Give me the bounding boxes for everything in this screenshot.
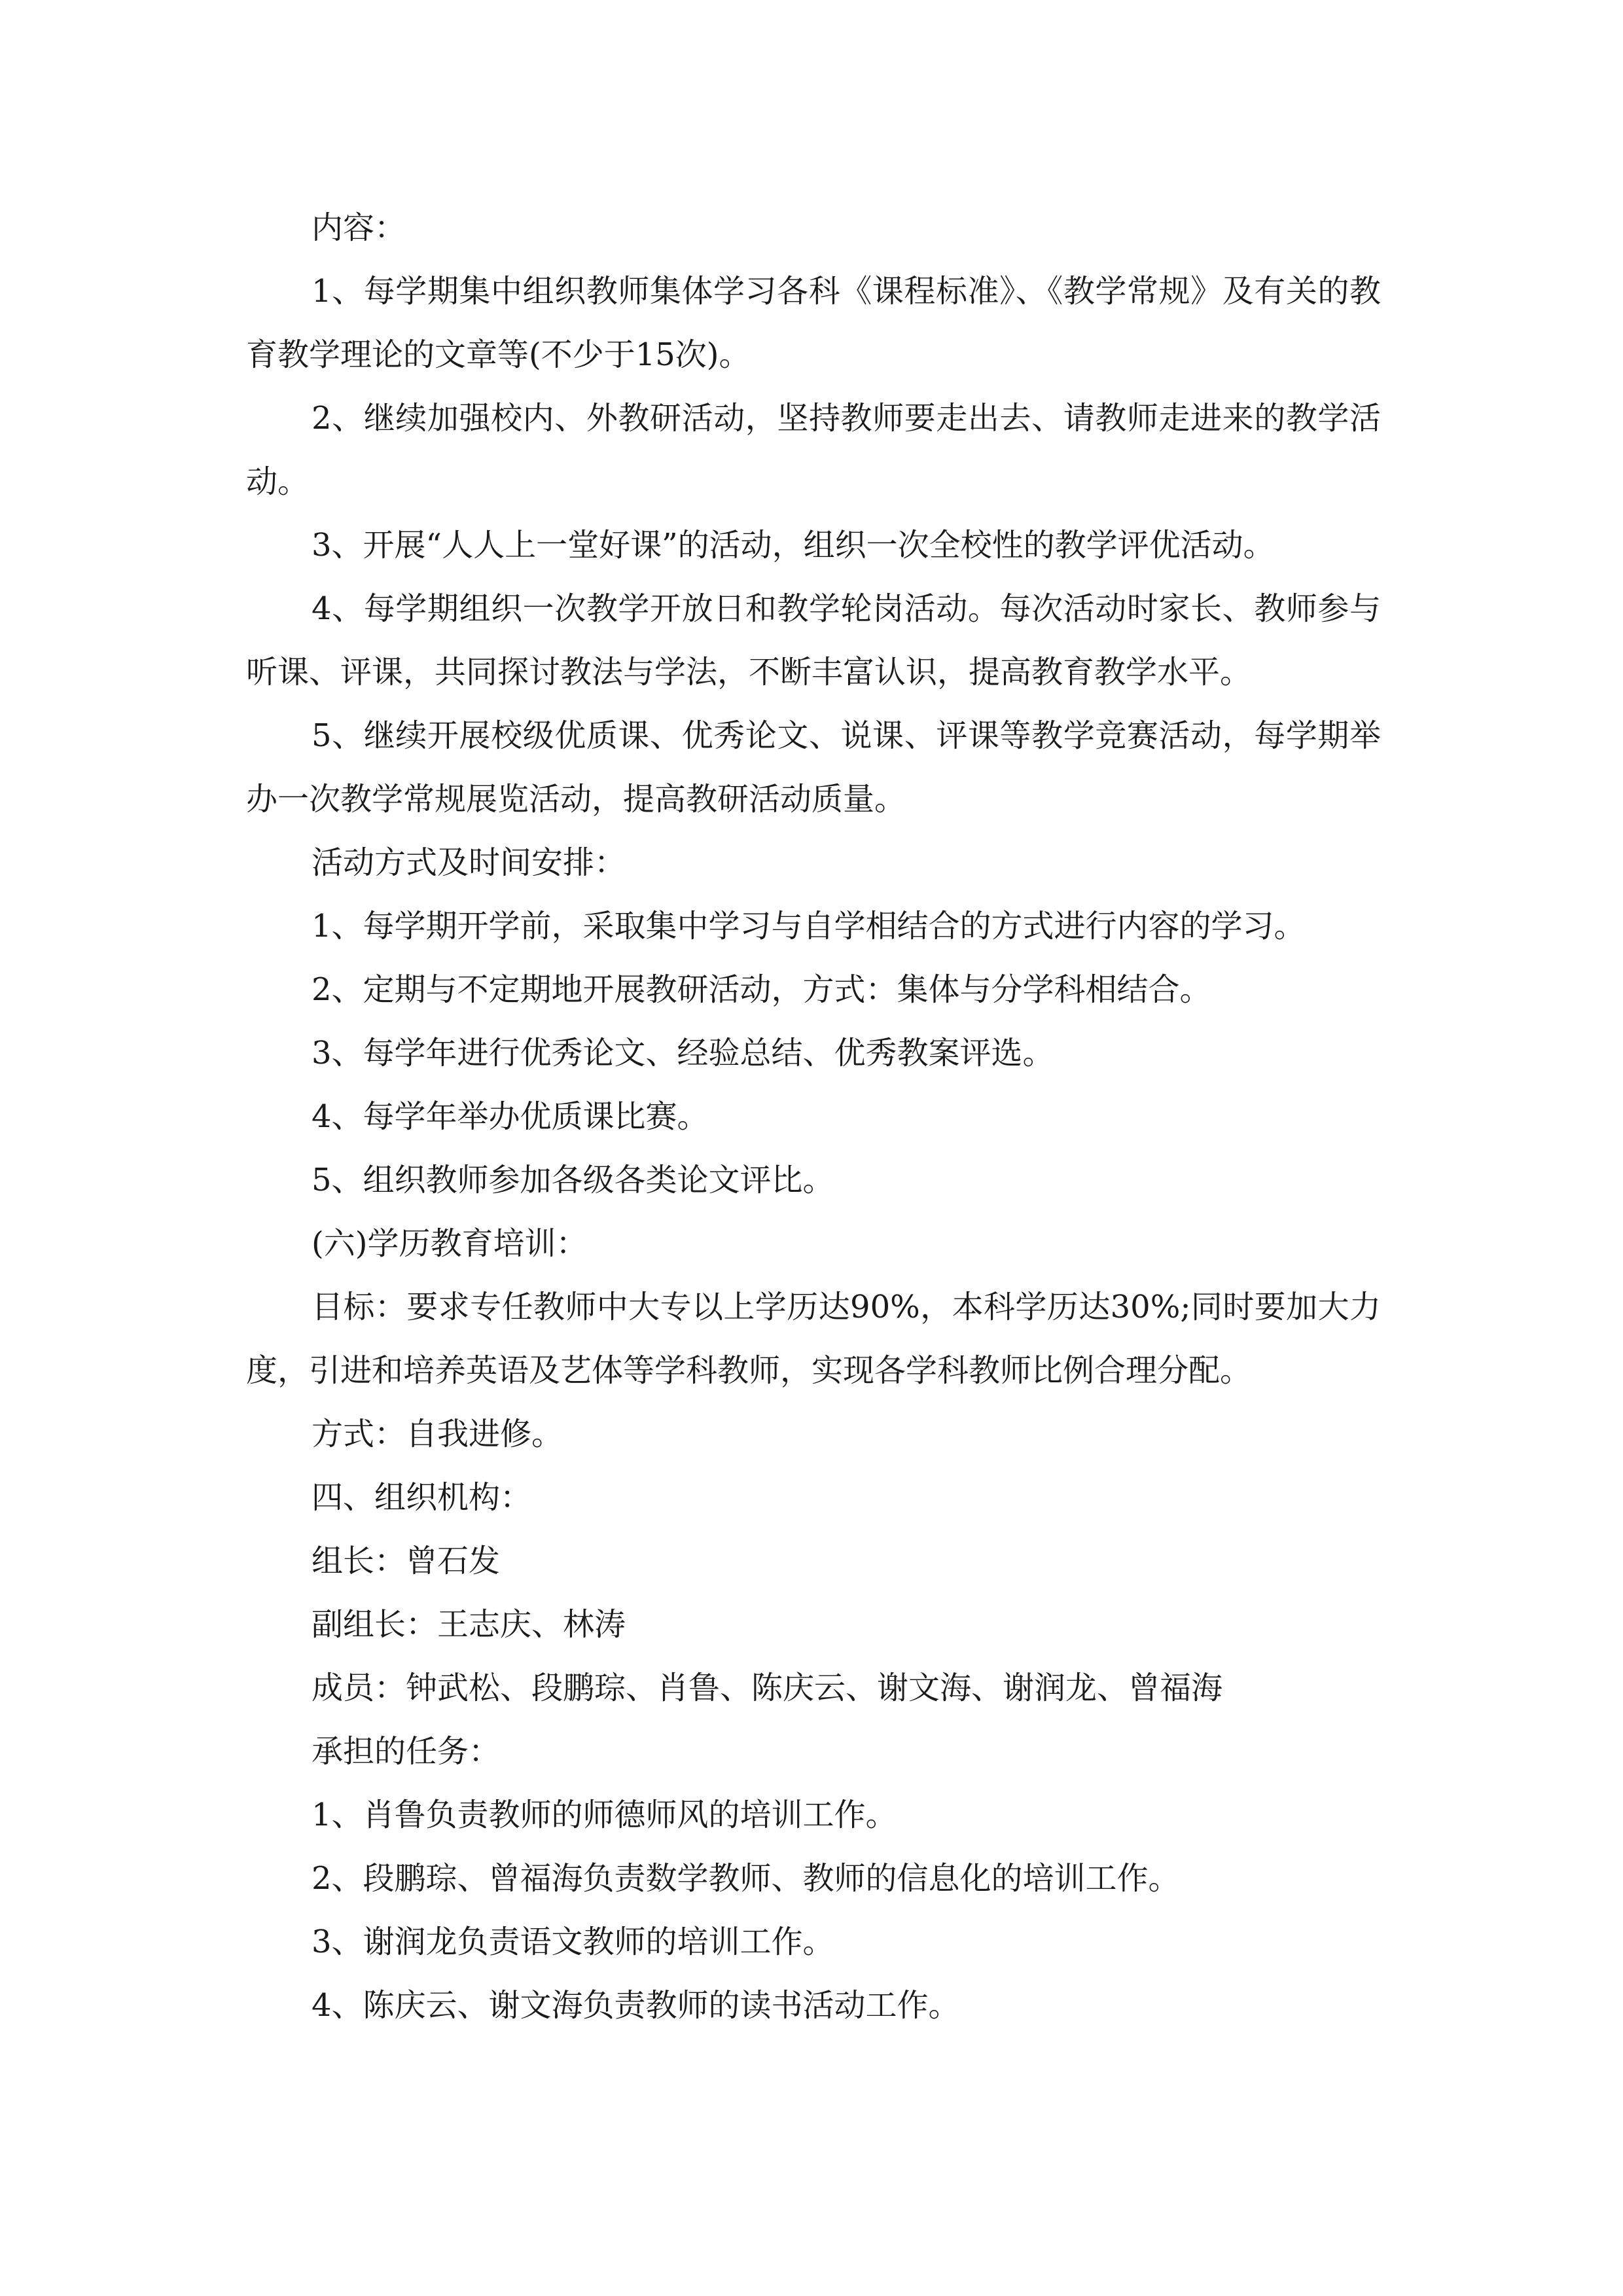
document-body [246, 196, 1381, 2037]
org-members: 成员：钟武松、段鹏琮、肖鲁、陈庆云、谢文海、谢润龙、曾福海 [312, 1670, 1223, 1706]
heading-content: 内容： [312, 209, 406, 246]
heading-organization: 四、组织机构： [312, 1479, 532, 1516]
training-goal: 目标：要求专任教师中大专以上学历达90%，本科学历达30%;同时要加大力度，引进和培养英语及艺体等学科教师，实现各学科教师比例合理分配。 [246, 1289, 1381, 1389]
schedule-item-5: 5、组织教师参加各级各类论文评比。 [312, 1162, 834, 1198]
heading-activity-schedule: 活动方式及时间安排： [312, 844, 626, 881]
task-item-3: 3、谢润龙负责语文教师的培训工作。 [312, 1924, 834, 1960]
training-method: 方式：自我进修。 [312, 1416, 563, 1452]
org-deputy-leaders: 副组长：王志庆、林涛 [312, 1606, 626, 1643]
task-item-4: 4、陈庆云、谢文海负责教师的读书活动工作。 [312, 1987, 960, 2024]
schedule-item-4: 4、每学年举办优质课比赛。 [312, 1098, 709, 1135]
content-item-5: 5、继续开展校级优质课、优秀论文、说课、评课等教学竞赛活动，每学期举办一次教学常规展览活动，提高教研活动质量。 [246, 717, 1381, 817]
content-item-2: 2、继续加强校内、外教研活动，坚持教师要走出去、请教师走进来的教学活动。 [246, 400, 1381, 500]
schedule-item-1: 1、每学期开学前，采取集中学习与自学相结合的方式进行内容的学习。 [312, 908, 1306, 944]
heading-tasks: 承担的任务： [312, 1733, 501, 1770]
schedule-item-2: 2、定期与不定期地开展教研活动，方式：集体与分学科相结合。 [312, 971, 1211, 1008]
task-item-2: 2、段鹏琮、曾福海负责数学教师、教师的信息化的培训工作。 [312, 1860, 1180, 1897]
content-item-4: 4、每学期组织一次教学开放日和教学轮岗活动。每次活动时家长、教师参与听课、评课，共同探讨教法与学法，不断丰富认识，提高教育教学水平。 [246, 590, 1381, 691]
content-item-3: 3、开展“人人上一堂好课”的活动，组织一次全校性的教学评优活动。 [312, 527, 1275, 564]
heading-education-training: (六)学历教育培训： [312, 1225, 588, 1262]
org-leader: 组长：曾石发 [312, 1543, 501, 1579]
content-item-1: 1、每学期集中组织教师集体学习各科《课程标准》、《教学常规》及有关的教育教学理论的文章等(不少于15次)。 [246, 273, 1381, 373]
task-item-1: 1、肖鲁负责教师的师德师风的培训工作。 [312, 1797, 897, 1833]
schedule-item-3: 3、每学年进行优秀论文、经验总结、优秀教案评选。 [312, 1035, 1054, 1071]
